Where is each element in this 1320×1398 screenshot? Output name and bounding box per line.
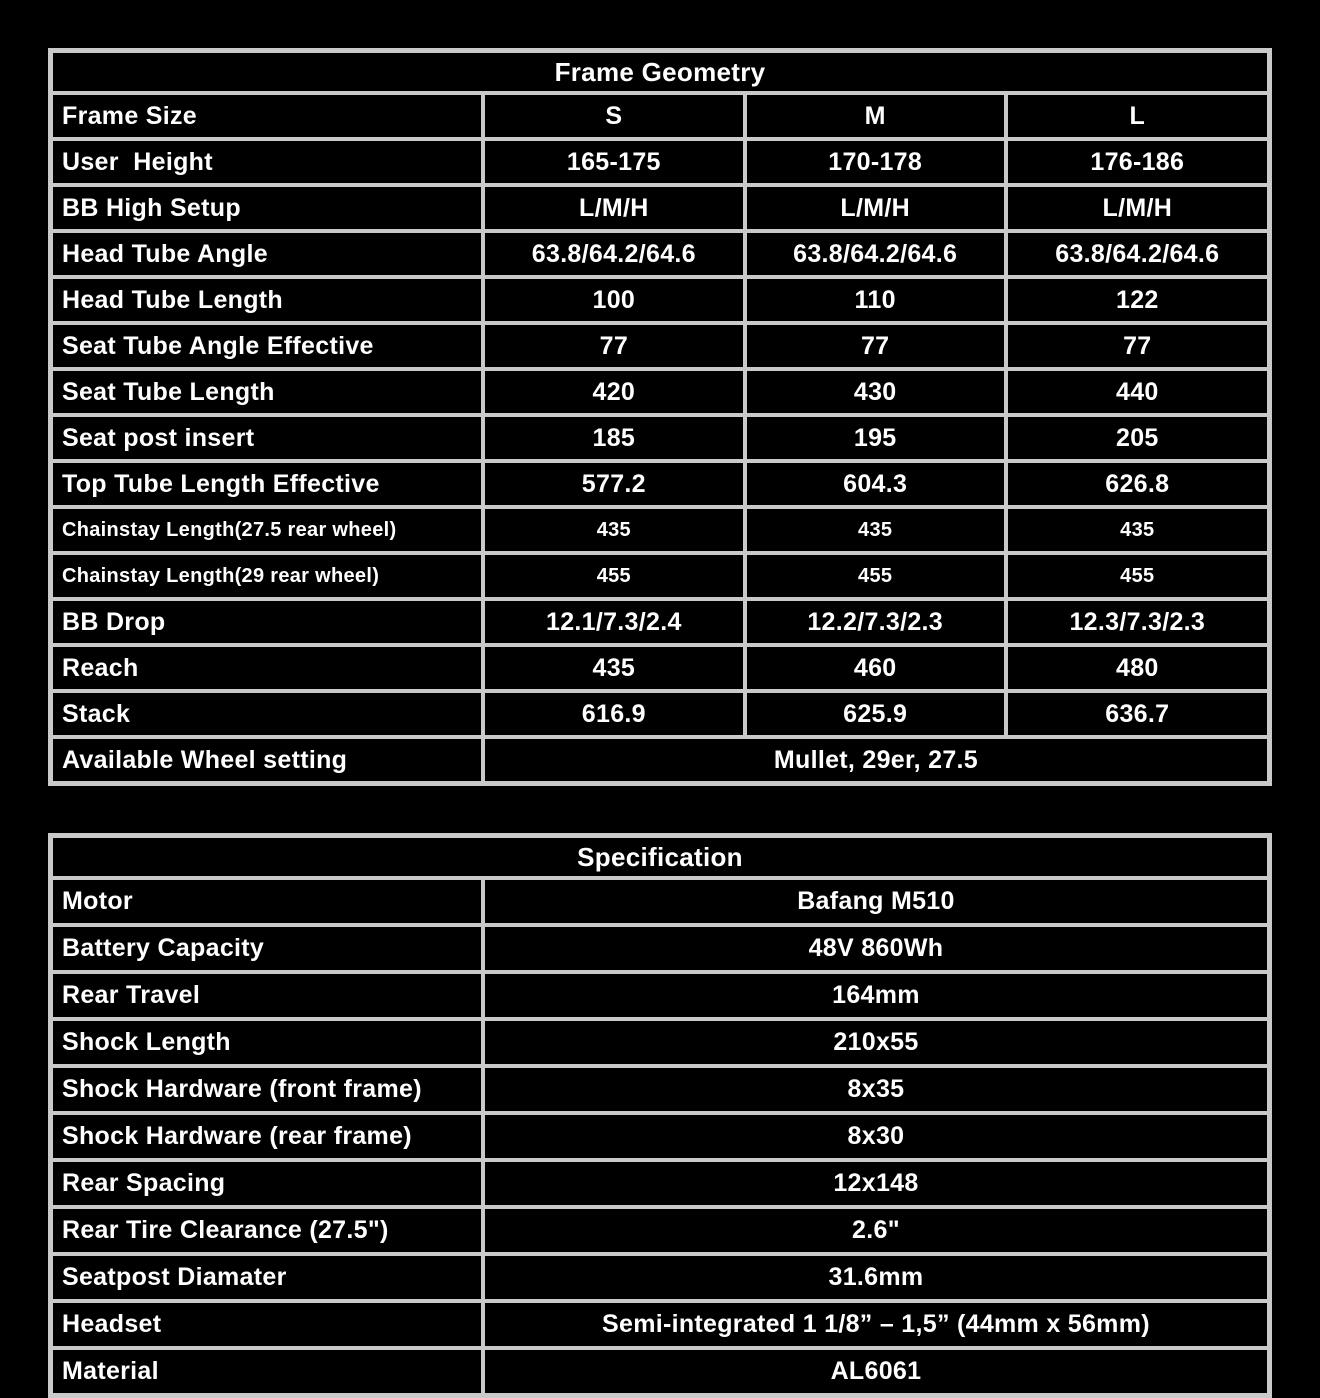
specification-table (48, 833, 1272, 1398)
row-label: Rear Travel (51, 972, 483, 1019)
cell-value: 77 (745, 323, 1006, 369)
table-row-bb-drop (51, 599, 1270, 645)
row-label: Stack (51, 691, 483, 737)
column-header-l: L (1006, 93, 1270, 139)
specification-title-row (51, 836, 1270, 879)
cell-value: 63.8/64.2/64.6 (483, 231, 745, 277)
table-row-rear-tire-clearance (51, 1207, 1270, 1254)
table-row-head-tube-angle (51, 231, 1270, 277)
table-row-available-wheel-setting (51, 737, 1270, 784)
cell-value: 625.9 (745, 691, 1006, 737)
cell-value: 77 (1006, 323, 1270, 369)
cell-value: 12.3/7.3/2.3 (1006, 599, 1270, 645)
cell-value: AL6061 (483, 1348, 1270, 1396)
row-label: Material (51, 1348, 483, 1396)
cell-value: 430 (745, 369, 1006, 415)
specification-title: Specification (51, 836, 1270, 879)
cell-value: 77 (483, 323, 745, 369)
table-row-shock-hardware-rear (51, 1113, 1270, 1160)
table-row-stack (51, 691, 1270, 737)
column-header-s: S (483, 93, 745, 139)
table-row-shock-length (51, 1019, 1270, 1066)
cell-value: 460 (745, 645, 1006, 691)
cell-value: L/M/H (745, 185, 1006, 231)
cell-value: L/M/H (1006, 185, 1270, 231)
cell-value: 636.7 (1006, 691, 1270, 737)
cell-value: 455 (745, 553, 1006, 599)
frame-geometry-table (48, 48, 1272, 786)
cell-value: 8x35 (483, 1066, 1270, 1113)
table-row-battery-capacity (51, 925, 1270, 972)
row-label: Head Tube Length (51, 277, 483, 323)
row-label: Chainstay Length(29 rear wheel) (51, 553, 483, 599)
row-label: Seat post insert (51, 415, 483, 461)
row-label: BB Drop (51, 599, 483, 645)
row-label: Shock Length (51, 1019, 483, 1066)
row-label: Seat Tube Length (51, 369, 483, 415)
cell-value: 110 (745, 277, 1006, 323)
table-row-rear-travel (51, 972, 1270, 1019)
cell-value: 122 (1006, 277, 1270, 323)
row-label: Motor (51, 878, 483, 925)
cell-value: 63.8/64.2/64.6 (745, 231, 1006, 277)
column-header-m: M (745, 93, 1006, 139)
cell-value: 435 (483, 645, 745, 691)
table-row-user-height (51, 139, 1270, 185)
cell-value: 616.9 (483, 691, 745, 737)
cell-value: 31.6mm (483, 1254, 1270, 1301)
table-row-seat-tube-length (51, 369, 1270, 415)
row-label: Rear Tire Clearance (27.5") (51, 1207, 483, 1254)
cell-value: 12.1/7.3/2.4 (483, 599, 745, 645)
frame-geometry-title-row (51, 51, 1270, 94)
table-separator (48, 786, 1272, 833)
cell-value: 626.8 (1006, 461, 1270, 507)
cell-value: 12x148 (483, 1160, 1270, 1207)
cell-value: 455 (483, 553, 745, 599)
table-row-motor (51, 878, 1270, 925)
row-label: Available Wheel setting (51, 737, 483, 784)
cell-value: 170-178 (745, 139, 1006, 185)
row-label: Headset (51, 1301, 483, 1348)
cell-value: Bafang M510 (483, 878, 1270, 925)
table-row-rear-spacing (51, 1160, 1270, 1207)
table-row-chainstay-275 (51, 507, 1270, 553)
cell-value: 435 (483, 507, 745, 553)
row-label: Chainstay Length(27.5 rear wheel) (51, 507, 483, 553)
cell-value: Mullet, 29er, 27.5 (483, 737, 1270, 784)
row-label: Seat Tube Angle Effective (51, 323, 483, 369)
cell-value: 2.6" (483, 1207, 1270, 1254)
frame-geometry-title: Frame Geometry (51, 51, 1270, 94)
cell-value: 164mm (483, 972, 1270, 1019)
cell-value: 604.3 (745, 461, 1006, 507)
cell-value: 420 (483, 369, 745, 415)
table-row-seat-tube-angle (51, 323, 1270, 369)
cell-value: 63.8/64.2/64.6 (1006, 231, 1270, 277)
table-row-reach (51, 645, 1270, 691)
table-row-material (51, 1348, 1270, 1396)
cell-value: 435 (745, 507, 1006, 553)
table-row-head-tube-length (51, 277, 1270, 323)
row-label: Top Tube Length Effective (51, 461, 483, 507)
row-label: Reach (51, 645, 483, 691)
cell-value: L/M/H (483, 185, 745, 231)
table-row-shock-hardware-front (51, 1066, 1270, 1113)
cell-value: 205 (1006, 415, 1270, 461)
table-row-seat-post-insert (51, 415, 1270, 461)
cell-value: 185 (483, 415, 745, 461)
table-row-top-tube-length (51, 461, 1270, 507)
cell-value: 176-186 (1006, 139, 1270, 185)
table-header-row (51, 93, 1270, 139)
table-row-headset (51, 1301, 1270, 1348)
row-label: Head Tube Angle (51, 231, 483, 277)
cell-value: 195 (745, 415, 1006, 461)
table-row-seatpost-diameter (51, 1254, 1270, 1301)
row-label: User Height (51, 139, 483, 185)
cell-value: 455 (1006, 553, 1270, 599)
cell-value: Semi-integrated 1 1/8” – 1,5” (44mm x 56mm) (483, 1301, 1270, 1348)
column-header-label: Frame Size (51, 93, 483, 139)
table-row-bb-high-setup (51, 185, 1270, 231)
row-label: Shock Hardware (front frame) (51, 1066, 483, 1113)
cell-value: 100 (483, 277, 745, 323)
cell-value: 8x30 (483, 1113, 1270, 1160)
row-label: Battery Capacity (51, 925, 483, 972)
row-label: BB High Setup (51, 185, 483, 231)
cell-value: 480 (1006, 645, 1270, 691)
row-label: Rear Spacing (51, 1160, 483, 1207)
row-label: Seatpost Diamater (51, 1254, 483, 1301)
cell-value: 12.2/7.3/2.3 (745, 599, 1006, 645)
cell-value: 435 (1006, 507, 1270, 553)
cell-value: 165-175 (483, 139, 745, 185)
cell-value: 577.2 (483, 461, 745, 507)
cell-value: 440 (1006, 369, 1270, 415)
cell-value: 48V 860Wh (483, 925, 1270, 972)
row-label: Shock Hardware (rear frame) (51, 1113, 483, 1160)
table-row-chainstay-29 (51, 553, 1270, 599)
cell-value: 210x55 (483, 1019, 1270, 1066)
